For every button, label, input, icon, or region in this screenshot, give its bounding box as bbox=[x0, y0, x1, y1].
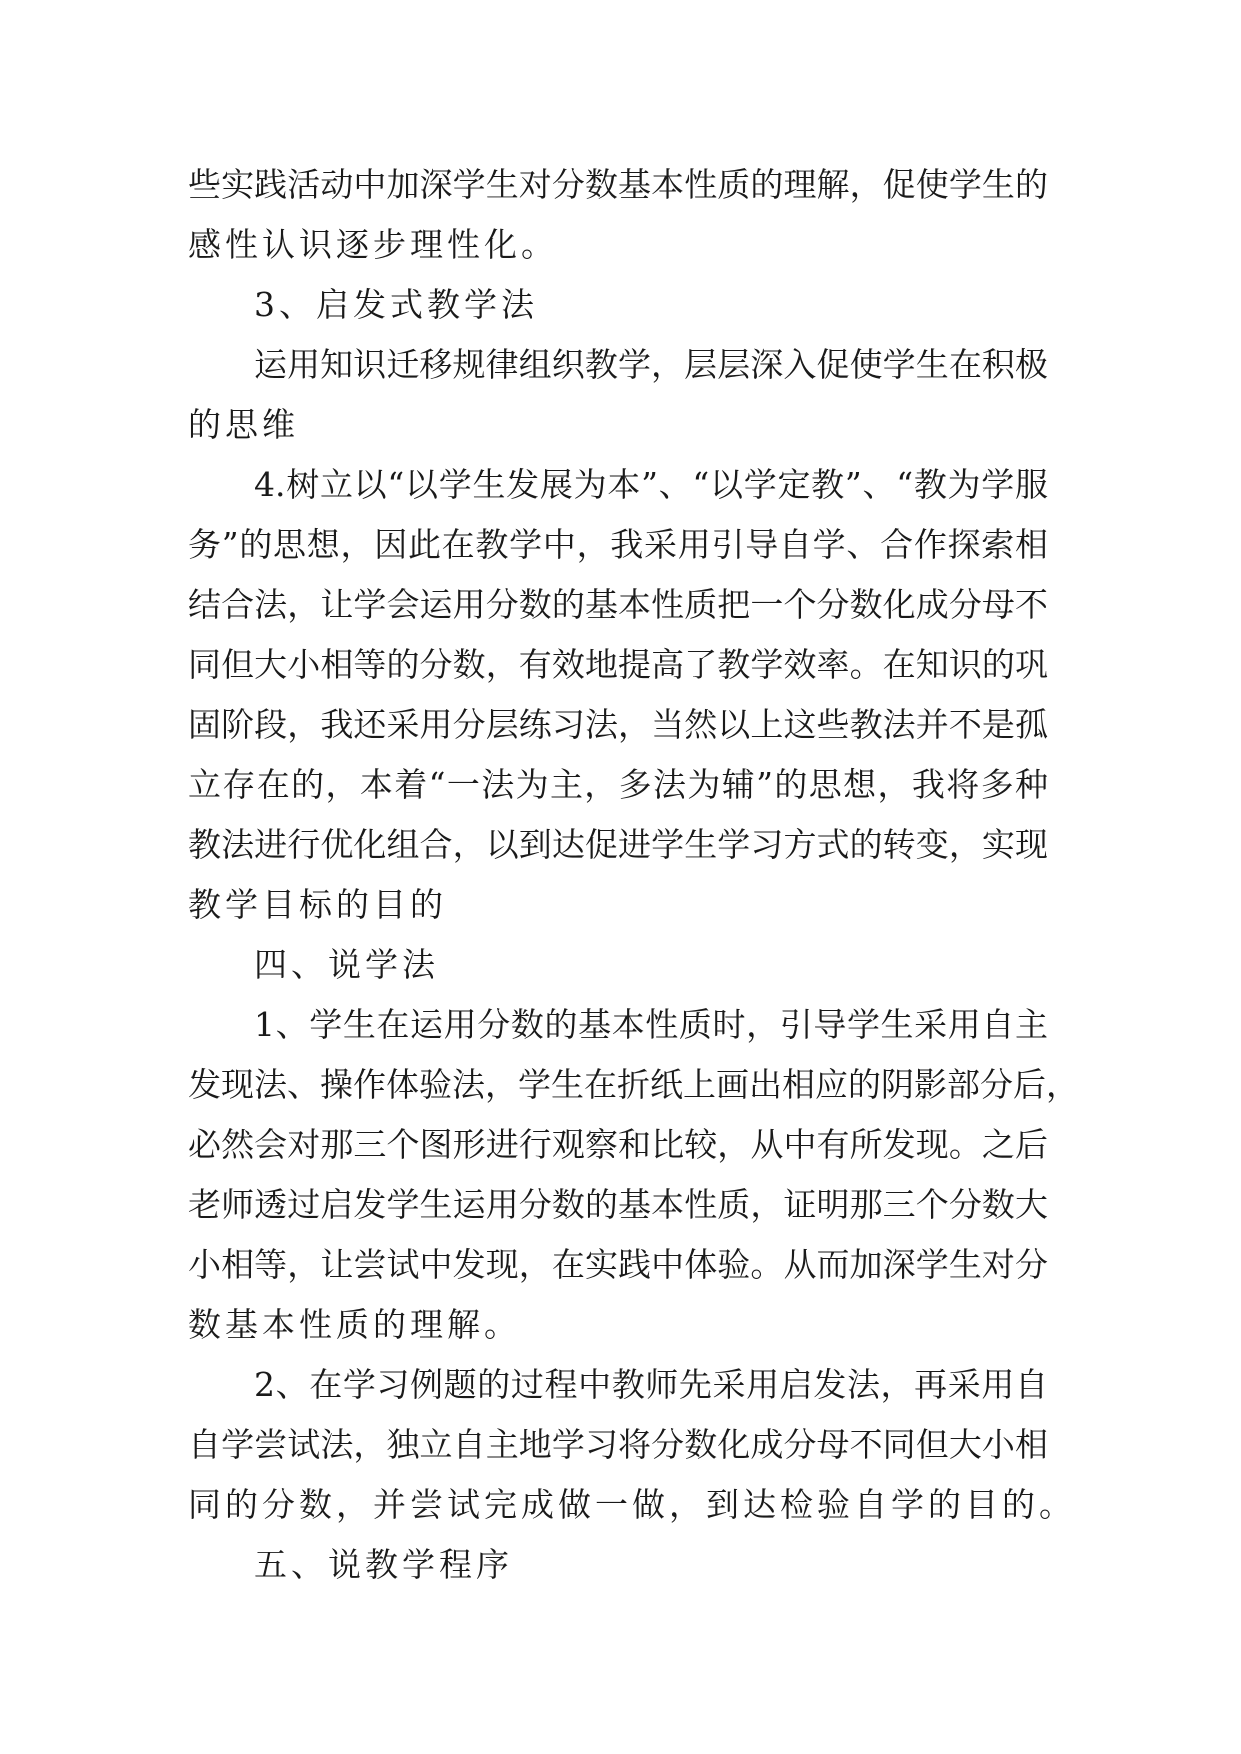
body-line: 感性认识逐步理性化。 bbox=[188, 225, 558, 264]
body-line: 发现法、操作体验法，学生在折纸上画出相应的阴影部分后， bbox=[188, 1065, 1079, 1104]
body-line: 立存在的，本着“一法为主，多法为辅”的思想，我将多种 bbox=[188, 765, 1048, 804]
body-line: 教法进行优化组合，以到达促进学生学习方式的转变，实现 bbox=[188, 825, 1048, 864]
body-line: 老师透过启发学生运用分数的基本性质，证明那三个分数大 bbox=[188, 1185, 1048, 1224]
section-heading: 3、启发式教学法 bbox=[254, 285, 538, 324]
body-line: 4.树立以“以学生发展为本”、“以学定教”、“教为学服 bbox=[254, 465, 1048, 504]
section-heading: 五、说教学程序 bbox=[254, 1545, 513, 1584]
body-line: 同但大小相等的分数，有效地提高了教学效率。在知识的巩 bbox=[188, 645, 1048, 684]
body-line: 教学目标的目的 bbox=[188, 885, 447, 924]
body-line: 固阶段，我还采用分层练习法，当然以上这些教法并不是孤 bbox=[188, 705, 1048, 744]
body-line: 运用知识迁移规律组织教学，层层深入促使学生在积极 bbox=[254, 345, 1048, 384]
body-line: 务”的思想，因此在教学中，我采用引导自学、合作探索相 bbox=[188, 525, 1048, 564]
section-heading: 四、说学法 bbox=[254, 945, 439, 984]
body-line: 小相等，让尝试中发现，在实践中体验。从而加深学生对分 bbox=[188, 1245, 1048, 1284]
body-line: 必然会对那三个图形进行观察和比较，从中有所发现。之后 bbox=[188, 1125, 1048, 1164]
body-line: 自学尝试法，独立自主地学习将分数化成分母不同但大小相 bbox=[188, 1425, 1048, 1464]
body-line: 的思维 bbox=[188, 405, 299, 444]
body-line: 1、学生在运用分数的基本性质时，引导学生采用自主 bbox=[254, 1005, 1048, 1044]
body-line: 2、在学习例题的过程中教师先采用启发法，再采用自 bbox=[254, 1365, 1048, 1404]
body-line: 同的分数，并尝试完成做一做，到达检验自学的目的。 bbox=[188, 1485, 1076, 1524]
document-body bbox=[188, 155, 1079, 1595]
body-line: 些实践活动中加深学生对分数基本性质的理解，促使学生的 bbox=[188, 165, 1048, 204]
body-line: 数基本性质的理解。 bbox=[188, 1305, 521, 1344]
body-line: 结合法，让学会运用分数的基本性质把一个分数化成分母不 bbox=[188, 585, 1048, 624]
